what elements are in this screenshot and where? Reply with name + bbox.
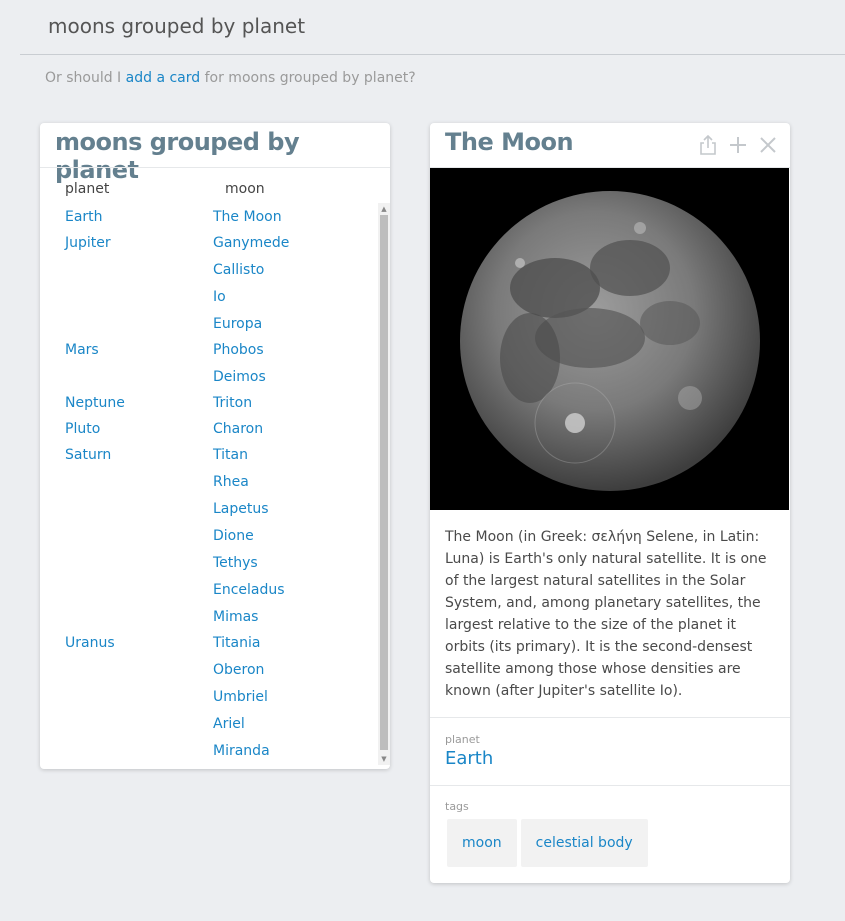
moon-link[interactable]: Oberon — [213, 662, 265, 678]
moon-link[interactable]: Umbriel — [213, 689, 268, 705]
suggestion-suffix: for moons grouped by planet? — [200, 70, 416, 86]
share-icon[interactable] — [698, 135, 718, 155]
plus-icon[interactable] — [728, 135, 748, 155]
moon-link[interactable]: Ganymede — [213, 235, 290, 251]
results-card — [40, 123, 390, 769]
planet-link[interactable]: Saturn — [65, 447, 112, 463]
column-header-moon[interactable]: moon — [225, 181, 265, 197]
planet-link[interactable]: Uranus — [65, 635, 115, 651]
moon-description: The Moon (in Greek: σελήνη Selene, in Latin: Luna) is Earth's only natural satellite. It is one of the largest natural satellites in the Solar System, and, among planetary satellites, the largest relative to the size of the planet it orbits (its primary). It is the second-densest satellite among those whose densities are known (after Jupiter's satellite Io). — [445, 529, 767, 699]
detail-card-title: The Moon — [445, 128, 574, 156]
tag-chip[interactable]: moon — [447, 819, 517, 867]
results-card-title: moons grouped by planet — [55, 128, 300, 184]
scrollbar-thumb[interactable] — [380, 215, 388, 750]
planet-link[interactable]: Jupiter — [65, 235, 111, 251]
tags-field-label: tags — [445, 800, 469, 813]
moon-link[interactable]: Rhea — [213, 474, 249, 490]
moon-link[interactable]: Callisto — [213, 262, 265, 278]
scroll-up-arrow-icon[interactable]: ▲ — [381, 205, 387, 213]
card-divider — [40, 167, 390, 168]
moon-link[interactable]: Phobos — [213, 342, 264, 358]
planet-link[interactable]: Pluto — [65, 421, 101, 437]
moon-link[interactable]: Miranda — [213, 743, 270, 759]
card-actions — [698, 135, 778, 155]
query-text[interactable]: moons grouped by planet — [48, 14, 306, 38]
query-bar[interactable] — [20, 0, 845, 55]
moon-link[interactable]: Deimos — [213, 369, 266, 385]
moon-link[interactable]: Io — [213, 289, 226, 305]
moon-link[interactable]: Titan — [213, 447, 248, 463]
moon-link[interactable]: Europa — [213, 316, 263, 332]
results-list — [40, 203, 380, 765]
detail-card — [430, 123, 790, 883]
moon-link[interactable]: Lapetus — [213, 501, 269, 517]
moon-link[interactable]: Tethys — [213, 555, 258, 571]
moon-link[interactable]: The Moon — [213, 209, 282, 225]
moon-link[interactable]: Mimas — [213, 609, 259, 625]
moon-image — [430, 168, 789, 510]
section-divider — [430, 717, 790, 718]
column-header-planet[interactable]: planet — [65, 181, 110, 197]
moon-link[interactable]: Charon — [213, 421, 264, 437]
tag-chip[interactable]: celestial body — [521, 819, 648, 867]
close-icon[interactable] — [758, 135, 778, 155]
planet-link[interactable]: Neptune — [65, 395, 125, 411]
planet-field-label: planet — [445, 733, 480, 746]
scrollbar[interactable] — [378, 203, 390, 765]
scroll-down-arrow-icon[interactable]: ▼ — [381, 755, 387, 763]
moon-link[interactable]: Enceladus — [213, 582, 285, 598]
moon-link[interactable]: Ariel — [213, 716, 245, 732]
suggestion-prefix: Or should I — [45, 70, 126, 86]
moon-link[interactable]: Titania — [213, 635, 261, 651]
planet-link[interactable]: Mars — [65, 342, 99, 358]
planet-link[interactable]: Earth — [65, 209, 103, 225]
planet-field-value[interactable]: Earth — [445, 748, 494, 769]
tags-list — [447, 819, 648, 867]
add-card-link[interactable]: add a card — [125, 70, 201, 86]
moon-link[interactable]: Dione — [213, 528, 254, 544]
section-divider — [430, 785, 790, 786]
suggestion-text — [45, 70, 416, 86]
moon-link[interactable]: Triton — [213, 395, 253, 411]
